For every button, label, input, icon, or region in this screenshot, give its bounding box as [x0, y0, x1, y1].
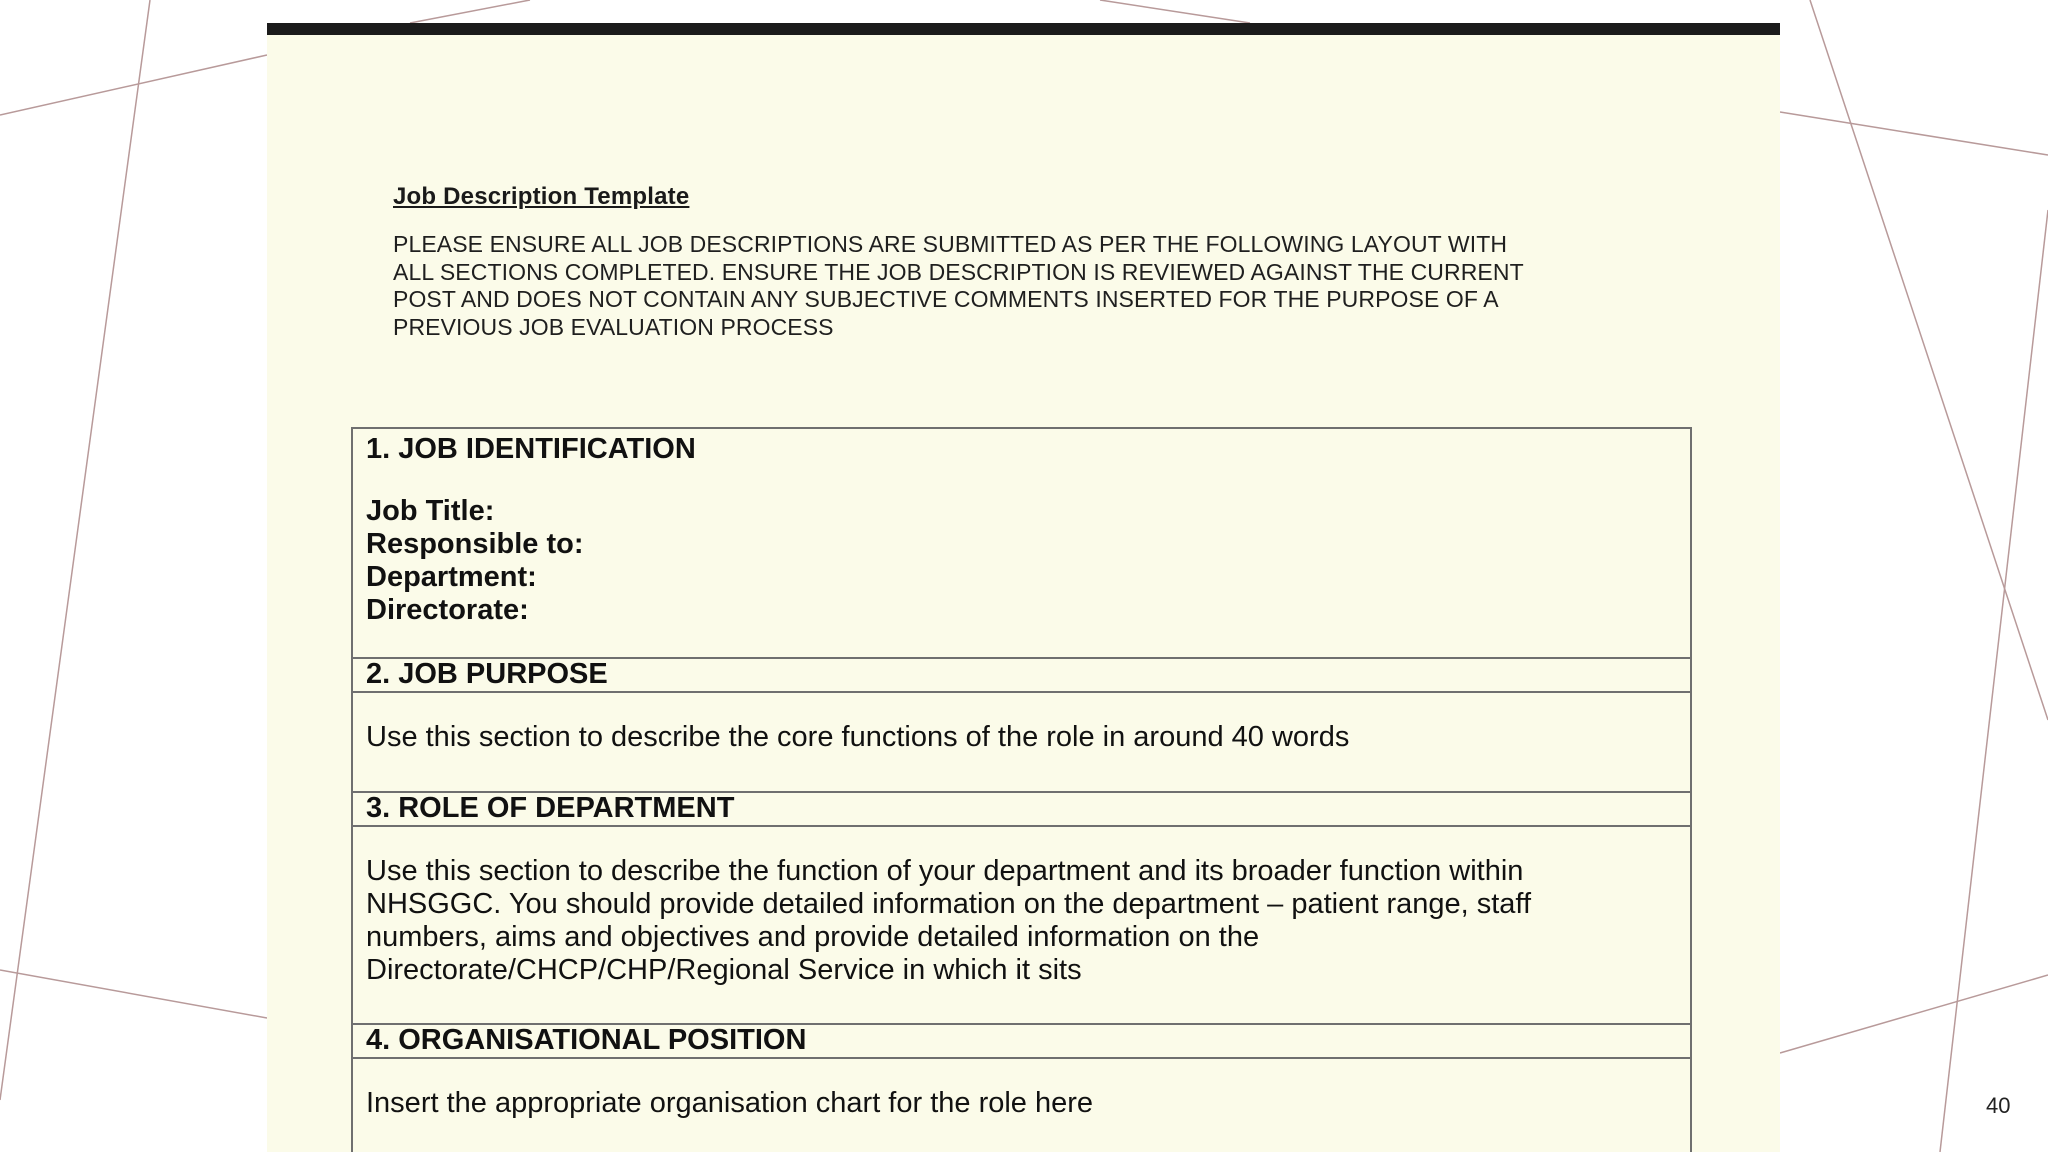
instructions-line: PREVIOUS JOB EVALUATION PROCESS: [393, 313, 834, 340]
document-top-bar: [267, 23, 1780, 35]
document-heading: Job Description Template: [393, 183, 690, 210]
field-job-title: Job Title:: [366, 495, 495, 527]
instructions-line: ALL SECTIONS COMPLETED. ENSURE THE JOB DESCRIPTION IS REVIEWED AGAINST THE CURRENT: [393, 258, 1524, 285]
section-body-job-purpose: [353, 693, 1690, 793]
instructions-text: [393, 231, 1683, 341]
body-line: Use this section to describe the function of your department and its broader function within: [366, 855, 1524, 887]
body-line: Directorate/CHCP/CHP/Regional Service in which it sits: [366, 954, 1082, 986]
field-directorate: Directorate:: [366, 594, 529, 626]
instructions-line: POST AND DOES NOT CONTAIN ANY SUBJECTIVE COMMENTS INSERTED FOR THE PURPOSE OF A: [393, 286, 1499, 312]
identification-fields: [366, 495, 1690, 627]
section-title-role-of-department: 3. ROLE OF DEPARTMENT: [353, 793, 1690, 827]
job-description-table: [351, 427, 1692, 1152]
section-title: 1. JOB IDENTIFICATION: [366, 433, 696, 465]
slide-number: 40: [1986, 1093, 2011, 1118]
body-line: numbers, aims and objectives and provide detailed information on the: [366, 921, 1260, 953]
section-title-organisational-position: 4. ORGANISATIONAL POSITION: [353, 1025, 1690, 1059]
field-department: Department:: [366, 561, 537, 593]
instructions-line: PLEASE ENSURE ALL JOB DESCRIPTIONS ARE SUBMITTED AS PER THE FOLLOWING LAYOUT WITH: [393, 231, 1508, 257]
section-body-organisational-position: [353, 1059, 1690, 1152]
body-line: Insert the appropriate organisation chart for the role here: [366, 1087, 1094, 1119]
section-title-job-purpose: 2. JOB PURPOSE: [353, 659, 1690, 693]
document-page: [267, 23, 1780, 1152]
section-body-role-of-department: [353, 827, 1690, 1025]
section-job-identification: [353, 429, 1690, 659]
body-line: NHSGGC. You should provide detailed information on the department – patient range, staff: [366, 888, 1532, 920]
field-responsible-to: Responsible to:: [366, 528, 584, 560]
body-line: Use this section to describe the core functions of the role in around 40 words: [366, 721, 1350, 753]
